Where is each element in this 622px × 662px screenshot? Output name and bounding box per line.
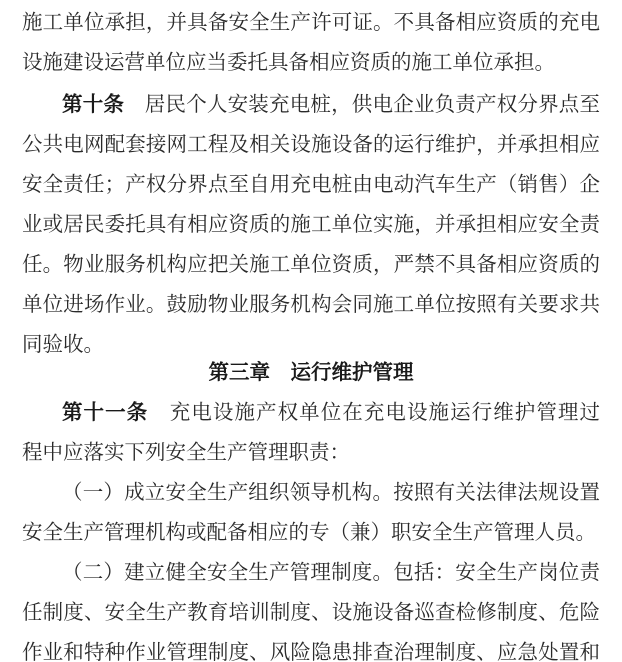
text-line: 施工单位承担，并具备安全生产许可证。不具备相应资质的充电 (22, 10, 600, 34)
article-11-text: 充电设施产权单位在充电设施运行维护管理过 (148, 400, 600, 424)
text-line: 作业和特种作业管理制度、风险隐患排查治理制度、应急处置和 (22, 640, 600, 662)
text-line: 任制度、安全生产教育培训制度、设施设备巡查检修制度、危险 (22, 600, 600, 624)
text-line: 同验收。 (22, 332, 104, 356)
text-line: 单位进场作业。鼓励物业服务机构会同施工单位按照有关要求共 (22, 292, 600, 316)
article-10-text: 居民个人安装充电桩，供电企业负责产权分界点至 (124, 92, 601, 116)
article-11-first-line (62, 394, 600, 430)
text-line: 安全生产管理机构或配备相应的专（兼）职安全生产管理人员。 (22, 520, 596, 544)
text-line: 任。物业服务机构应把关施工单位资质，严禁不具备相应资质的 (22, 252, 600, 276)
text-line: 公共电网配套接网工程及相关设施设备的运行维护，并承担相应 (22, 132, 600, 156)
text-line: 业或居民委托具有相应资质的施工单位实施，并承担相应安全责 (22, 212, 600, 236)
text-line: 安全责任；产权分界点至自用充电桩由电动汽车生产（销售）企 (22, 172, 600, 196)
text-line: 程中应落实下列安全生产管理职责： (22, 440, 350, 464)
text-line: 设施建设运营单位应当委托具备相应资质的施工单位承担。 (22, 50, 555, 74)
article-10-first-line (62, 86, 600, 122)
list-item-1-first-line: （一）成立安全生产组织领导机构。按照有关法律法规设置 (62, 480, 600, 504)
article-10-title: 第十条 (62, 92, 125, 116)
list-item-2-first-line: （二）建立健全安全生产管理制度。包括：安全生产岗位责 (62, 560, 600, 584)
article-11-title: 第十一条 (62, 400, 149, 424)
chapter-heading: 第三章 运行维护管理 (208, 360, 414, 384)
